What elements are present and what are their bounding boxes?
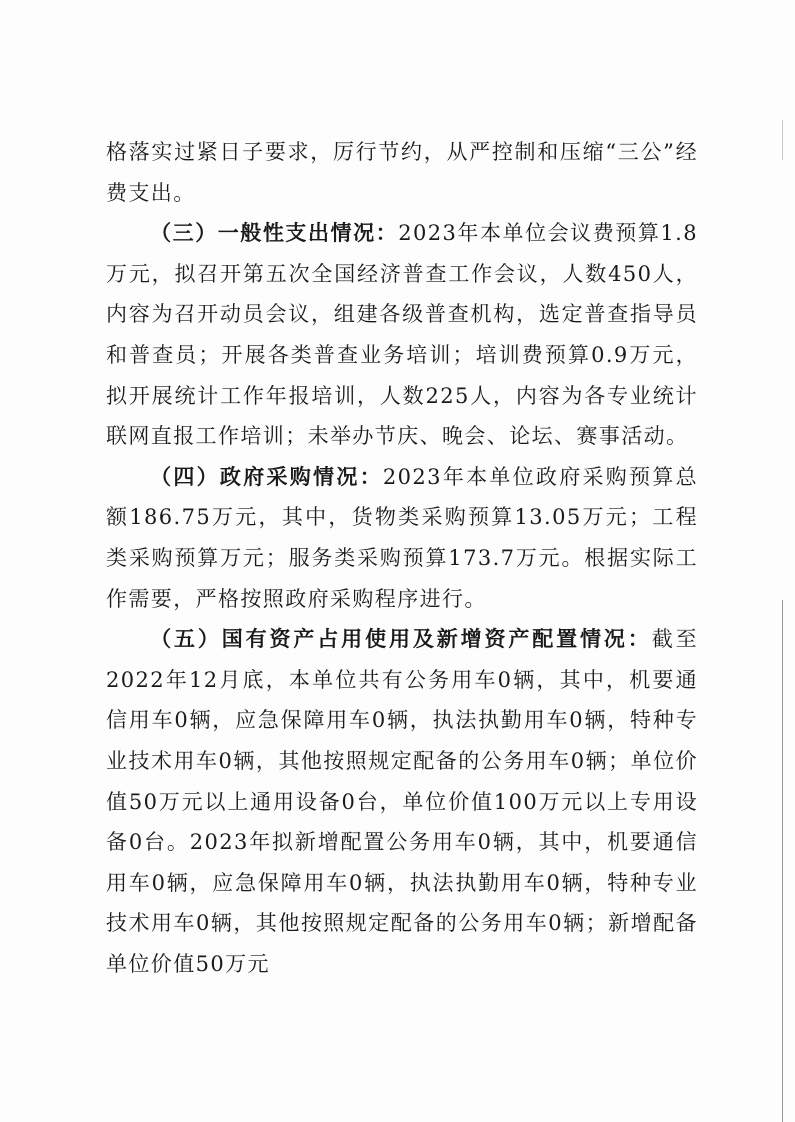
scan-edge-mark [782, 120, 783, 160]
section-heading-five: （五）国有资产占用使用及新增资产配置情况： [150, 626, 652, 652]
paragraph-text: 截至2022年12月底，本单位共有公务用车0辆，其中，机要通信用车0辆，应急保障用车0辆，执法执勤用车0辆，特种专业技术用车0辆，其他按照规定配备的公务用车0辆；单位价值50万元以上通用设备0台，单位价值100万元以上专用设备0台。2023年拟新增配置公务用车0辆，其中，机要通信用车0辆，应急保障用车0辆，执法执勤用车0辆，特种专业技术用车0辆，其他按照规定配备的公务用车0辆；新增配备单位价值50万元 [106, 627, 698, 976]
section-heading-four: （四）政府采购情况： [150, 463, 383, 489]
scan-edge-line [782, 600, 783, 1122]
paragraph-text: 2023年本单位政府采购预算总额186.75万元，其中，货物类采购预算13.05万元；工程类采购预算万元；服务类采购预算173.7万元。根据实际工作需要，严格按照政府采购程序进行。 [106, 464, 698, 611]
document-body [106, 132, 698, 984]
paragraph-text: 格落实过紧日子要求，厉行节约，从严控制和压缩“三公”经费支出。 [106, 140, 698, 205]
paragraph-continuation [106, 132, 698, 213]
paragraph-state-assets [106, 619, 698, 984]
paragraph-government-procurement [106, 457, 698, 619]
paragraph-text: 2023年本单位会议费预算1.8万元，拟召开第五次全国经济普查工作会议，人数450人，内容为召开动员会议，组建各级普查机构，选定普查指导员和普查员；开展各类普查业务培训；培训费预算0.9万元，拟开展统计工作年报培训，人数225人，内容为各专业统计联网直报工作培训；未举办节庆、晚会、论坛、赛事活动。 [106, 221, 698, 449]
section-heading-three: （三）一般性支出情况： [150, 220, 399, 246]
paragraph-general-expenditure [106, 213, 698, 457]
